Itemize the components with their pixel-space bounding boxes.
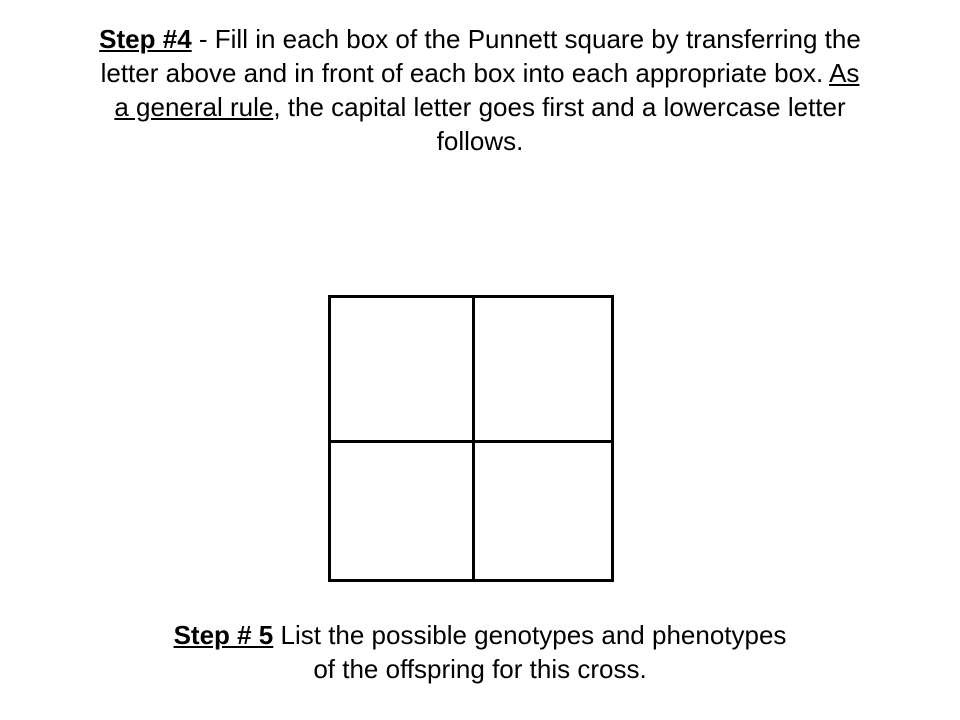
punnett-cell-top-left	[331, 298, 469, 437]
step4-line2-text: letter above and in front of each box into each appropriate box.	[100, 58, 830, 88]
punnett-cell-top-right	[475, 298, 613, 437]
punnett-square	[328, 295, 614, 582]
punnett-cell-bottom-right	[475, 443, 613, 582]
step4-line1-text: - Fill in each box of the Punnett square by transferring the	[191, 24, 861, 54]
step4-label: Step #4	[99, 24, 192, 54]
step4-line-1	[0, 22, 960, 56]
punnett-horizontal-divider	[331, 440, 611, 443]
step5-line1-text: List the possible genotypes and phenotypes	[273, 620, 787, 650]
step4-line-2	[0, 56, 960, 90]
punnett-cell-bottom-left	[331, 443, 469, 582]
step4-instructions	[0, 22, 960, 158]
step4-underlined-as: As	[829, 58, 860, 88]
step4-line-4: follows.	[436, 126, 524, 156]
step4-line3-text: , the capital letter goes first and a lowercase letter	[273, 92, 846, 122]
step5-line-1	[0, 618, 960, 652]
step5-line-2: of the offspring for this cross.	[313, 654, 647, 684]
step5-label: Step # 5	[173, 620, 274, 650]
step4-line-3	[0, 90, 960, 124]
step5-instructions	[0, 618, 960, 686]
punnett-vertical-divider	[472, 298, 475, 579]
step4-underlined-general-rule: a general rule	[114, 92, 274, 122]
